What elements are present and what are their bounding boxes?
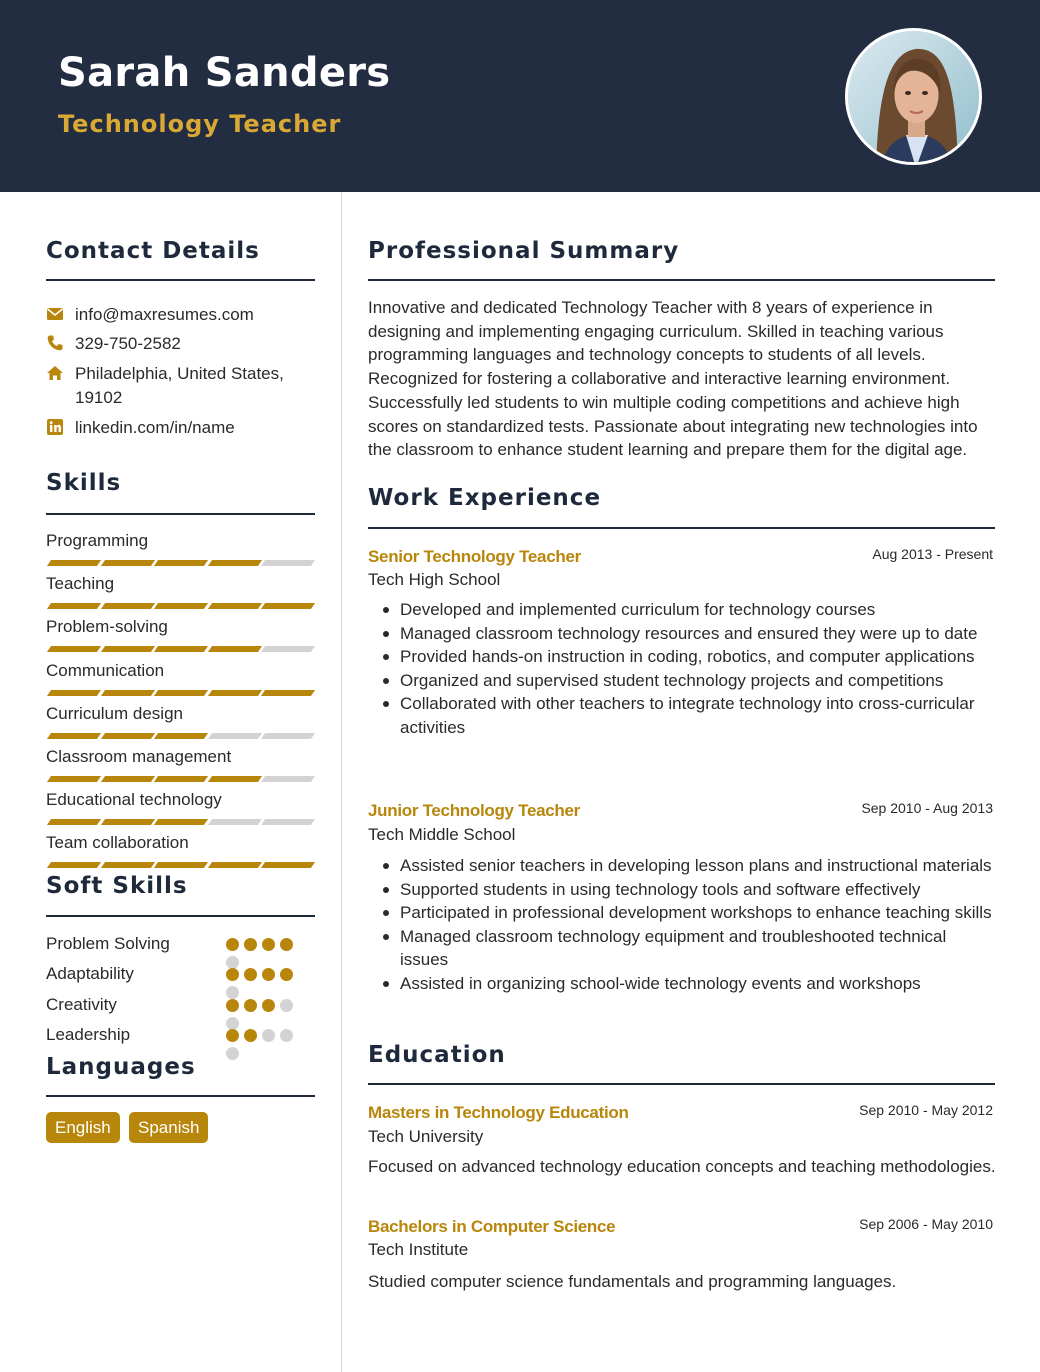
rating-dot-filled xyxy=(226,938,239,951)
education-description: Focused on advanced technology education concepts and teaching methodologies. xyxy=(368,1157,996,1176)
soft-skill-label: Leadership xyxy=(46,1024,131,1044)
job-bullet: Assisted in organizing school-wide technology events and workshops xyxy=(382,972,994,996)
column-divider xyxy=(341,192,342,1372)
soft-skill-rating xyxy=(226,938,301,952)
skill-level-bar xyxy=(46,862,314,868)
language-badge-spanish: Spanish xyxy=(129,1112,208,1143)
skills-heading: Skills xyxy=(46,470,122,496)
education-school: Tech University xyxy=(368,1127,484,1146)
skill-level-segment-filled xyxy=(154,560,208,566)
languages-rule xyxy=(46,1095,315,1097)
rating-dot-empty xyxy=(280,1029,293,1042)
skill-level-segment-filled xyxy=(154,862,208,868)
skill-level-segment-filled xyxy=(207,862,261,868)
skill-level-segment-filled xyxy=(47,819,101,825)
skill-level-segment-filled xyxy=(154,733,208,739)
education-rule xyxy=(368,1083,995,1085)
skill-level-segment-filled xyxy=(154,819,208,825)
skill-level-segment-empty xyxy=(261,560,315,566)
job-title: Senior Technology Teacher xyxy=(368,547,581,566)
soft-skill-rating xyxy=(226,1029,301,1043)
skill-label: Educational technology xyxy=(46,790,222,810)
candidate-title: Technology Teacher xyxy=(58,110,342,138)
rating-dot-filled xyxy=(226,968,239,981)
skill-level-segment-filled xyxy=(261,603,315,609)
skill-level-segment-filled xyxy=(207,690,261,696)
contact-email-text: info@maxresumes.com xyxy=(75,305,254,324)
rating-dot-filled xyxy=(280,938,293,951)
skill-level-segment-empty xyxy=(261,733,315,739)
skill-level-segment-filled xyxy=(47,733,101,739)
skill-level-segment-empty xyxy=(261,776,315,782)
skill-level-bar xyxy=(46,603,314,609)
rating-dot-empty xyxy=(226,986,239,999)
rating-dot-filled xyxy=(262,938,275,951)
experience-heading: Work Experience xyxy=(368,485,602,511)
skill-level-segment-empty xyxy=(207,733,261,739)
skill-level-segment-empty xyxy=(261,646,315,652)
skill-label: Team collaboration xyxy=(46,833,189,853)
education-heading: Education xyxy=(368,1042,506,1068)
profile-photo xyxy=(845,28,982,165)
soft-skills-rule xyxy=(46,915,315,917)
soft-skills-heading: Soft Skills xyxy=(46,873,188,899)
skill-level-segment-filled xyxy=(207,603,261,609)
rating-dot-empty xyxy=(226,1017,239,1030)
skill-level-segment-filled xyxy=(100,733,154,739)
skill-level-segment-filled xyxy=(100,646,154,652)
contact-address-text: Philadelphia, United States, 19102 xyxy=(75,364,284,407)
contact-phone[interactable] xyxy=(46,332,181,356)
skill-level-segment-filled xyxy=(261,690,315,696)
rating-dot-filled xyxy=(262,999,275,1012)
envelope-icon xyxy=(46,305,64,323)
rating-dot-filled xyxy=(244,999,257,1012)
rating-dot-empty xyxy=(262,1029,275,1042)
job-bullet: Managed classroom technology equipment and troubleshooted technical issues xyxy=(382,925,994,972)
rating-dot-empty xyxy=(226,1047,239,1060)
summary-text: Innovative and dedicated Technology Teacher with 8 years of experience in designing and implementing engaging curriculum. Skilled in teaching various programming languages and technology concepts to students of all levels. Recognized for fostering a collaborative and interactive learning environment. Successfully led students to win multiple coding competitions and achieve high scores on standardized tests. Passionate about integrating new technologies into the classroom to enhance student learning and prepare them for the digital age. xyxy=(368,298,978,460)
contact-linkedin-text: linkedin.com/in/name xyxy=(75,418,235,437)
skill-level-bar xyxy=(46,776,314,782)
linkedin-icon xyxy=(46,418,64,436)
skill-level-segment-filled xyxy=(154,776,208,782)
job-bullet-list xyxy=(382,598,994,739)
skill-level-segment-filled xyxy=(154,690,208,696)
education-description: Studied computer science fundamentals and programming languages. xyxy=(368,1272,897,1291)
resume-header xyxy=(0,0,1040,192)
soft-skill-label: Creativity xyxy=(46,994,117,1014)
skill-label: Teaching xyxy=(46,574,115,594)
skill-level-segment-filled xyxy=(100,776,154,782)
summary-rule xyxy=(368,279,995,281)
job-bullet: Assisted senior teachers in developing lesson plans and instructional materials xyxy=(382,854,994,878)
skill-level-segment-filled xyxy=(100,560,154,566)
skills-rule xyxy=(46,513,315,515)
skill-level-segment-empty xyxy=(261,819,315,825)
skill-level-bar xyxy=(46,690,314,696)
job-bullet: Participated in professional development workshops to enhance teaching skills xyxy=(382,901,994,925)
education-date: Sep 2006 - May 2010 xyxy=(859,1216,993,1232)
education-degree: Bachelors in Computer Science xyxy=(368,1217,616,1236)
contact-heading: Contact Details xyxy=(46,238,260,264)
languages-heading: Languages xyxy=(46,1054,196,1080)
education-degree: Masters in Technology Education xyxy=(368,1103,629,1122)
contact-linkedin[interactable] xyxy=(46,416,235,440)
summary-heading: Professional Summary xyxy=(368,238,680,264)
contact-address xyxy=(46,362,306,410)
soft-skill-label: Problem Solving xyxy=(46,934,170,953)
job-bullet: Developed and implemented curriculum for technology courses xyxy=(382,598,994,622)
profile-photo-illustration xyxy=(848,31,982,165)
skill-level-bar xyxy=(46,733,314,739)
language-badge-english: English xyxy=(46,1112,120,1143)
job-bullet: Supported students in using technology tools and software effectively xyxy=(382,878,994,902)
rating-dot-filled xyxy=(226,1029,239,1042)
soft-skill-rating xyxy=(226,999,301,1013)
skill-level-segment-filled xyxy=(47,690,101,696)
skill-level-segment-filled xyxy=(47,603,101,609)
contact-rule xyxy=(46,279,315,281)
skill-level-segment-filled xyxy=(207,776,261,782)
job-bullet: Organized and supervised student technology projects and competitions xyxy=(382,669,994,693)
skill-level-segment-filled xyxy=(47,646,101,652)
skill-level-segment-filled xyxy=(47,862,101,868)
job-organization: Tech Middle School xyxy=(368,825,516,844)
education-date: Sep 2010 - May 2012 xyxy=(859,1102,993,1118)
rating-dot-empty xyxy=(226,956,239,969)
skill-label: Problem-solving xyxy=(46,617,168,637)
skill-level-segment-filled xyxy=(100,690,154,696)
contact-email[interactable] xyxy=(46,303,254,327)
skill-level-segment-filled xyxy=(100,819,154,825)
skill-level-bar xyxy=(46,819,314,825)
phone-icon xyxy=(46,334,64,352)
job-date: Aug 2013 - Present xyxy=(872,546,993,562)
soft-skill-label: Adaptability xyxy=(46,964,134,984)
job-organization: Tech High School xyxy=(368,570,501,589)
skill-level-bar xyxy=(46,646,314,652)
rating-dot-filled xyxy=(244,1029,257,1042)
skill-level-bar xyxy=(46,560,314,566)
contact-phone-text: 329-750-2582 xyxy=(75,334,181,353)
skill-level-segment-filled xyxy=(261,862,315,868)
soft-skill-rating xyxy=(226,968,301,982)
skill-label: Communication xyxy=(46,660,165,680)
job-bullet: Provided hands-on instruction in coding, robotics, and computer applications xyxy=(382,645,994,669)
rating-dot-filled xyxy=(280,968,293,981)
job-bullet: Managed classroom technology resources and ensured they were up to date xyxy=(382,622,994,646)
rating-dot-filled xyxy=(226,999,239,1012)
job-bullet-list xyxy=(382,854,994,995)
skill-level-segment-empty xyxy=(207,819,261,825)
skill-label: Classroom management xyxy=(46,747,232,766)
rating-dot-filled xyxy=(244,938,257,951)
skill-level-segment-filled xyxy=(154,603,208,609)
rating-dot-filled xyxy=(262,968,275,981)
job-bullet: Collaborated with other teachers to integrate technology into cross-curricular activities xyxy=(382,692,994,739)
job-title: Junior Technology Teacher xyxy=(368,801,580,820)
skill-level-segment-filled xyxy=(207,560,261,566)
skill-level-segment-filled xyxy=(100,862,154,868)
candidate-name: Sarah Sanders xyxy=(58,50,391,96)
job-date: Sep 2010 - Aug 2013 xyxy=(861,800,993,816)
skill-level-segment-filled xyxy=(207,646,261,652)
skill-level-segment-filled xyxy=(47,560,101,566)
skill-label: Curriculum design xyxy=(46,703,183,723)
education-school: Tech Institute xyxy=(368,1240,469,1259)
skill-level-segment-filled xyxy=(154,646,208,652)
home-icon xyxy=(46,364,64,382)
rating-dot-empty xyxy=(280,999,293,1012)
skill-level-segment-filled xyxy=(47,776,101,782)
skill-label: Programming xyxy=(46,531,149,550)
experience-rule xyxy=(368,527,995,529)
rating-dot-filled xyxy=(244,968,257,981)
skill-level-segment-filled xyxy=(100,603,154,609)
